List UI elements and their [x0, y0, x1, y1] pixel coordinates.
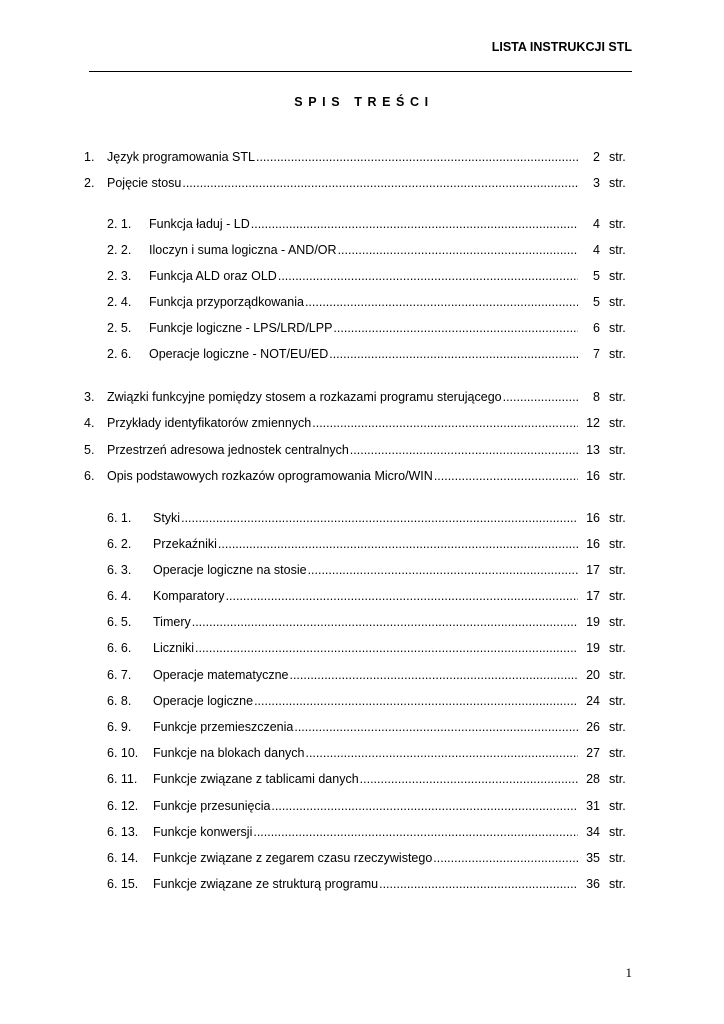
toc-entry-title: Funkcja ALD oraz OLD	[149, 269, 277, 283]
toc-entry-number: 2. 2.	[107, 243, 132, 257]
toc-entry-body	[153, 613, 578, 631]
toc-entry-page: 5	[593, 295, 600, 309]
toc-entry-page: 17	[586, 563, 600, 577]
toc-entry-body	[153, 823, 578, 841]
toc-entry-body	[153, 770, 578, 788]
toc-entry-body	[153, 535, 578, 553]
toc-entry-title: Funkcje konwersji	[153, 825, 253, 839]
toc-entry-title: Funkcja ładuj - LD	[149, 217, 250, 231]
toc-entry-unit: str.	[609, 668, 626, 682]
toc-dot-leader	[305, 744, 578, 762]
toc-entry-number: 6. 4.	[107, 589, 132, 603]
toc-entry-title: Opis podstawowych rozkazów oprogramowania Micro/WIN	[107, 469, 433, 483]
toc-entry-page: 27	[586, 746, 600, 760]
toc-dot-leader	[251, 215, 578, 233]
toc-dot-leader	[360, 770, 578, 788]
toc-entry-body	[153, 875, 578, 893]
toc-dot-leader	[256, 148, 578, 166]
toc-dot-leader	[271, 797, 578, 815]
toc-entry-body	[153, 639, 578, 657]
toc-entry-unit: str.	[609, 615, 626, 629]
toc-entry-number: 6. 8.	[107, 694, 132, 708]
toc-dot-leader	[333, 319, 578, 337]
toc-entry-number: 6. 9.	[107, 720, 132, 734]
toc-dot-leader	[350, 441, 578, 459]
toc-entry[interactable]	[0, 587, 724, 605]
toc-dot-leader	[312, 414, 578, 432]
toc-entry-number: 6. 6.	[107, 641, 132, 655]
toc-entry-title: Iloczyn i suma logiczna - AND/OR	[149, 243, 337, 257]
toc-dot-leader	[305, 293, 578, 311]
toc-entry-number: 2.	[84, 176, 95, 190]
toc-entry-title: Funkcje logiczne - LPS/LRD/LPP	[149, 321, 333, 335]
toc-entry-unit: str.	[609, 720, 626, 734]
toc-entry-page: 16	[586, 537, 600, 551]
toc-entry-number: 4.	[84, 416, 95, 430]
toc-entry-number: 6. 1.	[107, 511, 132, 525]
toc-entry-title: Styki	[153, 511, 181, 525]
page-number: 1	[625, 965, 632, 980]
toc-entry-page: 26	[586, 720, 600, 734]
toc-entry-body	[107, 467, 578, 485]
toc-entry[interactable]	[0, 467, 724, 485]
toc-entry[interactable]	[0, 215, 724, 233]
toc-dot-leader	[182, 174, 578, 192]
toc-entry-body	[107, 414, 578, 432]
toc-entry-body	[149, 293, 578, 311]
toc-dot-leader	[253, 823, 578, 841]
toc-entry-body	[107, 148, 578, 166]
toc-entry[interactable]	[0, 666, 724, 684]
toc-entry-page: 28	[586, 772, 600, 786]
toc-entry-number: 6. 12.	[107, 799, 139, 813]
toc-entry-body	[149, 319, 578, 337]
toc-entry-number: 6. 10.	[107, 746, 139, 760]
toc-entry[interactable]	[0, 241, 724, 259]
toc-entry-unit: str.	[609, 176, 626, 190]
toc-dot-leader	[192, 613, 578, 631]
toc-entry-page: 24	[586, 694, 600, 708]
toc-entry-page: 4	[593, 217, 600, 231]
toc-entry-number: 5.	[84, 443, 95, 457]
toc-entry-unit: str.	[609, 877, 626, 891]
toc-entry-page: 2	[593, 150, 600, 164]
toc-entry-page: 34	[586, 825, 600, 839]
toc-entry-unit: str.	[609, 772, 626, 786]
toc-dot-leader	[379, 875, 578, 893]
toc-entry-body	[149, 241, 578, 259]
toc-dot-leader	[338, 241, 578, 259]
toc-entry-number: 2. 5.	[107, 321, 132, 335]
toc-entry-title: Pojęcie stosu	[107, 176, 182, 190]
toc-entry-page: 12	[586, 416, 600, 430]
toc-entry-title: Komparatory	[153, 589, 225, 603]
toc-entry-number: 6. 13.	[107, 825, 139, 839]
toc-entry-page: 8	[593, 390, 600, 404]
toc-dot-leader	[218, 535, 578, 553]
toc-entry-number: 2. 3.	[107, 269, 132, 283]
toc-entry-title: Funkcje przemieszczenia	[153, 720, 294, 734]
toc-dot-leader	[503, 388, 578, 406]
toc-dot-leader	[254, 692, 578, 710]
toc-entry-page: 16	[586, 511, 600, 525]
toc-entry-body	[153, 718, 578, 736]
toc-entry-page: 6	[593, 321, 600, 335]
toc-entry-title: Operacje logiczne - NOT/EU/ED	[149, 347, 329, 361]
toc-entry-body	[149, 267, 578, 285]
toc-entry-title: Język programowania STL	[107, 150, 255, 164]
toc-entry[interactable]	[0, 692, 724, 710]
toc-entry-body	[149, 345, 578, 363]
toc-entry-unit: str.	[609, 694, 626, 708]
toc-entry-body	[153, 797, 578, 815]
toc-entry-number: 2. 4.	[107, 295, 132, 309]
toc-entry-body	[107, 388, 578, 406]
toc-dot-leader	[433, 849, 578, 867]
toc-entry[interactable]	[0, 849, 724, 867]
toc-entry-title: Operacje logiczne	[153, 694, 254, 708]
toc-entry[interactable]	[0, 345, 724, 363]
toc-entry-unit: str.	[609, 589, 626, 603]
toc-entry[interactable]	[0, 148, 724, 166]
toc-entry-unit: str.	[609, 563, 626, 577]
toc-entry-page: 16	[586, 469, 600, 483]
toc-entry-title: Przekaźniki	[153, 537, 217, 551]
toc-entry[interactable]	[0, 718, 724, 736]
toc-entry-title: Timery	[153, 615, 191, 629]
toc-dot-leader	[308, 561, 578, 579]
toc-entry-title: Funkcja przyporządkowania	[149, 295, 304, 309]
toc-dot-leader	[329, 345, 578, 363]
toc-entry-title: Związki funkcyjne pomiędzy stosem a rozkazami programu sterującego	[107, 390, 502, 404]
toc-entry[interactable]	[0, 535, 724, 553]
toc-entry-unit: str.	[609, 746, 626, 760]
toc-entry-unit: str.	[609, 851, 626, 865]
toc-entry-unit: str.	[609, 416, 626, 430]
toc-entry[interactable]	[0, 744, 724, 762]
toc-entry-title: Przykłady identyfikatorów zmiennych	[107, 416, 312, 430]
toc-entry-number: 6. 5.	[107, 615, 132, 629]
toc-entry-unit: str.	[609, 150, 626, 164]
toc-entry-body	[149, 215, 578, 233]
toc-dot-leader	[278, 267, 578, 285]
toc-entry[interactable]	[0, 441, 724, 459]
toc-entry-unit: str.	[609, 217, 626, 231]
toc-entry-page: 4	[593, 243, 600, 257]
toc-entry[interactable]	[0, 414, 724, 432]
toc-entry[interactable]	[0, 561, 724, 579]
toc-entry[interactable]	[0, 875, 724, 893]
toc-dot-leader	[294, 718, 578, 736]
toc-entry[interactable]	[0, 319, 724, 337]
toc-entry-page: 13	[586, 443, 600, 457]
toc-entry-body	[153, 666, 578, 684]
toc-entry-title: Funkcje związane z tablicami danych	[153, 772, 359, 786]
toc-entry-body	[107, 174, 578, 192]
toc-entry-page: 5	[593, 269, 600, 283]
toc-entry[interactable]	[0, 797, 724, 815]
toc-entry-page: 35	[586, 851, 600, 865]
toc-entry-page: 20	[586, 668, 600, 682]
toc-entry-unit: str.	[609, 347, 626, 361]
toc-entry-page: 7	[593, 347, 600, 361]
toc-entry-body	[153, 849, 578, 867]
toc-entry-page: 36	[586, 877, 600, 891]
toc-entry[interactable]	[0, 770, 724, 788]
toc-entry-page: 17	[586, 589, 600, 603]
toc-entry-unit: str.	[609, 511, 626, 525]
toc-entry-unit: str.	[609, 469, 626, 483]
toc-entry-unit: str.	[609, 243, 626, 257]
toc-entry[interactable]	[0, 267, 724, 285]
toc-entry-unit: str.	[609, 641, 626, 655]
toc-entry-page: 19	[586, 615, 600, 629]
toc-entry-page: 3	[593, 176, 600, 190]
page-title: SPIS TREŚCI	[294, 95, 434, 109]
toc-dot-leader	[434, 467, 578, 485]
toc-entry-number: 2. 6.	[107, 347, 132, 361]
toc-entry-unit: str.	[609, 799, 626, 813]
toc-entry[interactable]	[0, 639, 724, 657]
toc-entry-title: Funkcje związane ze strukturą programu	[153, 877, 379, 891]
toc-entry-number: 6. 14.	[107, 851, 139, 865]
toc-entry-unit: str.	[609, 537, 626, 551]
toc-entry-number: 6. 3.	[107, 563, 132, 577]
toc-entry-unit: str.	[609, 825, 626, 839]
toc-entry-number: 6. 2.	[107, 537, 132, 551]
toc-dot-leader	[289, 666, 578, 684]
toc-entry-body	[153, 692, 578, 710]
toc-dot-leader	[181, 509, 578, 527]
toc-entry-unit: str.	[609, 269, 626, 283]
toc-dot-leader	[195, 639, 578, 657]
toc-entry-body	[153, 587, 578, 605]
toc-entry-number: 6. 15.	[107, 877, 139, 891]
toc-entry-unit: str.	[609, 295, 626, 309]
toc-dot-leader	[226, 587, 578, 605]
toc-entry-title: Liczniki	[153, 641, 194, 655]
toc-entry-number: 6.	[84, 469, 95, 483]
toc-entry-number: 2. 1.	[107, 217, 132, 231]
toc-entry-number: 6. 11.	[107, 772, 138, 786]
toc-entry[interactable]	[0, 388, 724, 406]
toc-entry[interactable]	[0, 823, 724, 841]
toc-entry-title: Funkcje związane z zegarem czasu rzeczywistego	[153, 851, 433, 865]
toc-entry[interactable]	[0, 613, 724, 631]
toc-entry[interactable]	[0, 174, 724, 192]
toc-entry-title: Operacje logiczne na stosie	[153, 563, 307, 577]
toc-entry-unit: str.	[609, 443, 626, 457]
toc-entry[interactable]	[0, 293, 724, 311]
toc-entry-number: 3.	[84, 390, 95, 404]
toc-entry-number: 1.	[84, 150, 95, 164]
toc-entry-title: Funkcje przesunięcia	[153, 799, 271, 813]
toc-entry-body	[153, 509, 578, 527]
toc-entry-title: Funkcje na blokach danych	[153, 746, 305, 760]
toc-entry-title: Operacje matematyczne	[153, 668, 289, 682]
running-header: LISTA INSTRUKCJI STL	[491, 40, 632, 54]
toc-entry-body	[153, 744, 578, 762]
toc-entry-number: 6. 7.	[107, 668, 132, 682]
toc-entry[interactable]	[0, 509, 724, 527]
toc-entry-body	[107, 441, 578, 459]
toc-entry-body	[153, 561, 578, 579]
toc-entry-unit: str.	[609, 390, 626, 404]
toc-entry-title: Przestrzeń adresowa jednostek centralnych	[107, 443, 349, 457]
toc-entry-unit: str.	[609, 321, 626, 335]
toc-entry-page: 19	[586, 641, 600, 655]
toc-entry-page: 31	[586, 799, 600, 813]
